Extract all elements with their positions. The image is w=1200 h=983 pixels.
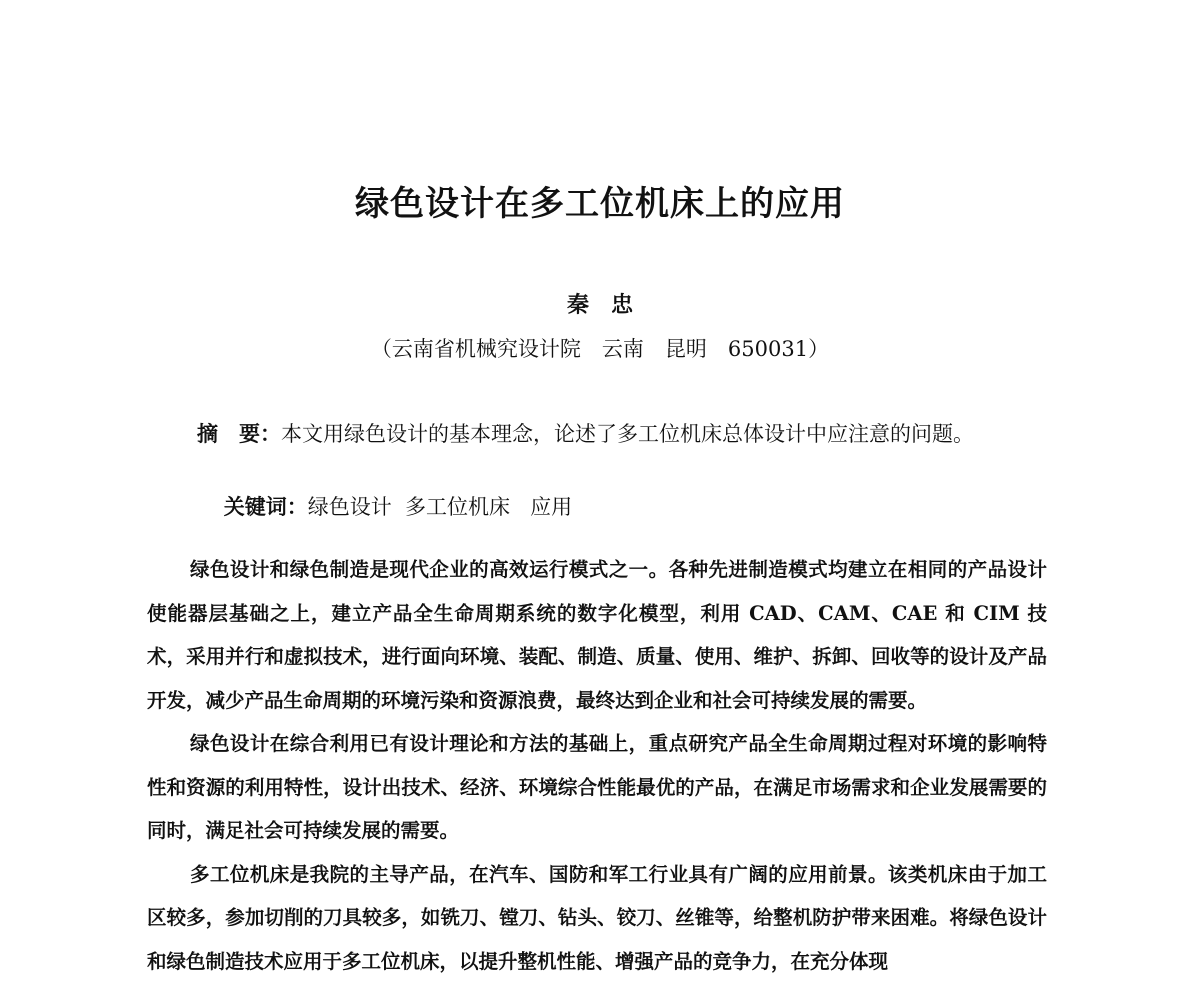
keywords (197, 459, 572, 555)
abstract-text: 本文用绿色设计的基本理念，论述了多工位机床总体设计中应注意的问题。 (281, 422, 974, 446)
body-paragraph: 绿色设计和绿色制造是现代企业的高效运行模式之一。各种先进制造模式均建立在相同的产品设计使能器层基础之上，建立产品全生命周期系统的数字化模型，利用 CAD、CAM、CAE 和 CIM 技术，采用并行和虚拟技术，进行面向环境、装配、制造、质量、使用、维护、拆卸、回收等的设计及产品开发，减少产品生命周期的环境污染和资源浪费，最终达到企业和社会可持续发展的需要。 (147, 548, 1047, 722)
abstract (197, 418, 974, 450)
author-affiliation: （云南省机械究设计院 云南 昆明 650031） (0, 332, 1200, 366)
body-paragraph: 绿色设计在综合利用已有设计理论和方法的基础上，重点研究产品全生命周期过程对环境的影响特性和资源的利用特性，设计出技术、经济、环境综合性能最优的产品，在满足市场需求和企业发展需要的同时，满足社会可持续发展的需要。 (147, 722, 1047, 853)
author-name: 秦 忠 (0, 288, 1200, 322)
abstract-label: 摘 要： (197, 421, 281, 446)
body-text (147, 548, 1047, 983)
paper-title: 绿色设计在多工位机床上的应用 (0, 180, 1200, 228)
body-paragraph: 多工位机床是我院的主导产品，在汽车、国防和军工行业具有广阔的应用前景。该类机床由于加工区较多，参加切削的刀具较多，如铣刀、镗刀、钻头、铰刀、丝锥等，给整机防护带来困难。将绿色设计和绿色制造技术应用于多工位机床，以提升整机性能、增强产品的竞争力，在充分体现 (147, 853, 1047, 983)
keywords-text: 绿色设计 多工位机床 应用 (308, 495, 572, 519)
keywords-label: 关键词： (224, 494, 308, 519)
